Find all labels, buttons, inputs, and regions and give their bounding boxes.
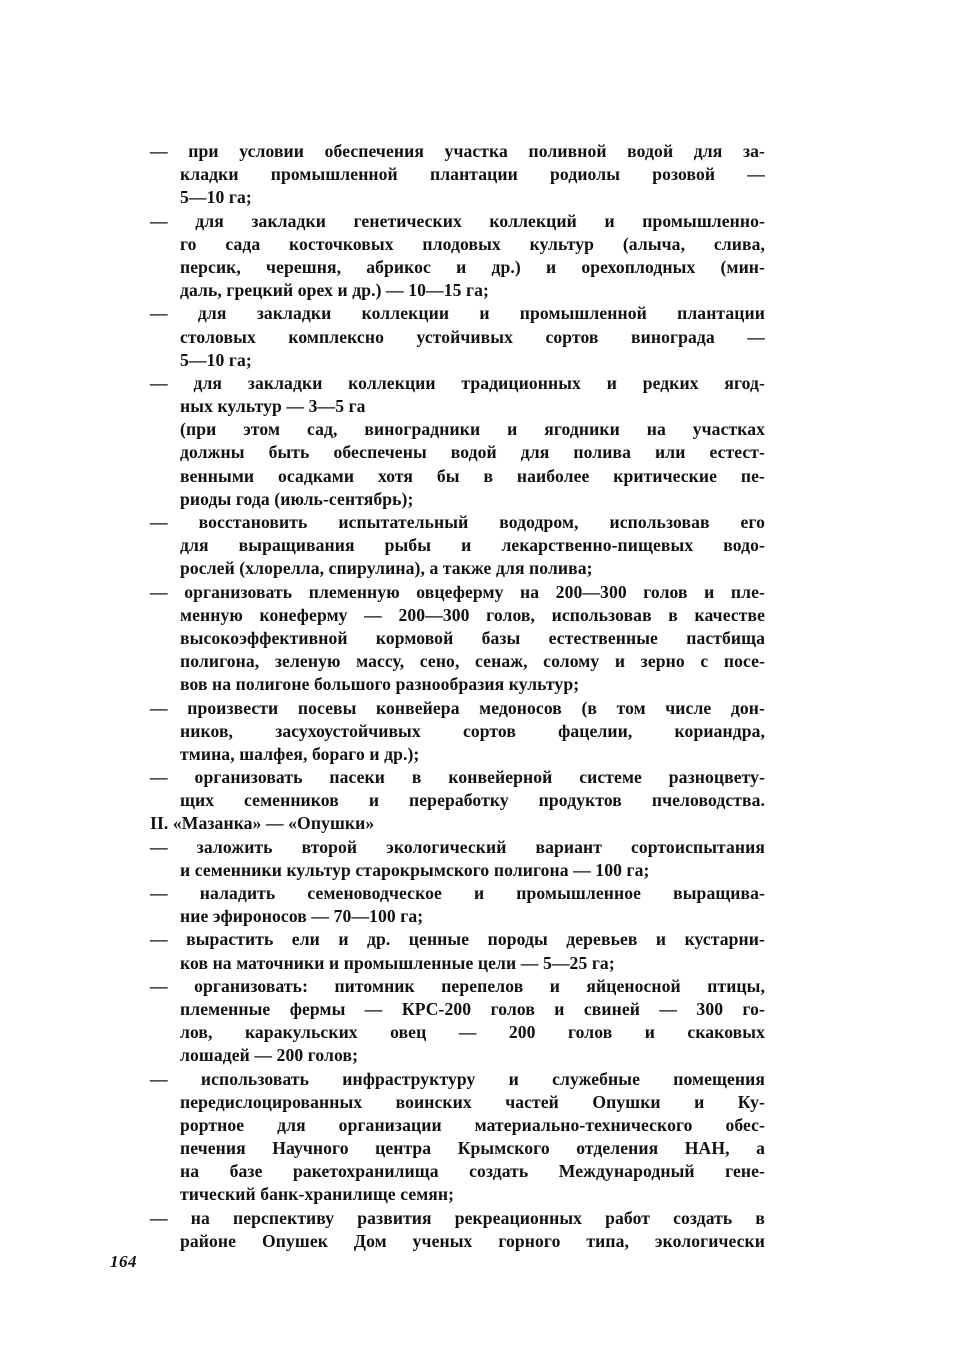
text-line: районе Опушек Дом ученых горного типа, экологически xyxy=(180,1230,765,1251)
text-line: должны быть обеспечены водой для полива или естест- xyxy=(180,442,765,463)
page-number: 164 xyxy=(110,1252,137,1271)
text-line: полигона, зеленую массу, сено, сенаж, солому и зерно с посе- xyxy=(180,651,765,672)
text-line: ных культур — 3—5 га xyxy=(180,396,366,417)
text-line: кладки промышленной плантации родиолы розовой — xyxy=(180,164,765,185)
text-line: — использовать инфраструктуру и служебные помещения xyxy=(150,1068,765,1089)
text-line: менную конеферму — 200—300 голов, использовав в качестве xyxy=(180,604,765,625)
text-line: тмина, шалфея, бораго и др.); xyxy=(180,743,420,764)
text-line: — организовать племенную овцеферму на 200—300 голов и пле- xyxy=(150,581,765,602)
text-line: рортное для организации материально-технического обес- xyxy=(180,1114,765,1135)
text-line: тический банк-хранилище семян; xyxy=(180,1184,455,1205)
section-heading: II. «Мазанка» — «Опушки» xyxy=(150,813,375,834)
text-line: — организовать пасеки в конвейерной системе разноцвету- xyxy=(150,767,765,788)
text-line: риоды года (июль-сентябрь); xyxy=(180,488,414,509)
text-line: передислоцированных воинских частей Опушки и Ку- xyxy=(180,1091,765,1112)
text-line: ние эфироносов — 70—100 га; xyxy=(180,906,424,927)
text-line: 5—10 га; xyxy=(180,349,252,370)
text-line: — вырастить ели и др. ценные породы деревьев и кустарни- xyxy=(150,929,765,950)
text-line: персик, черешня, абрикос и др.) и орехоплодных (мин- xyxy=(180,256,765,277)
text-line: ков на маточники и промышленные цели — 5—25 га; xyxy=(180,952,615,973)
text-line: (при этом сад, виноградники и ягодники на участках xyxy=(180,419,765,440)
text-line: столовых комплексно устойчивых сортов винограда — xyxy=(180,326,765,347)
text-line: ников, засухоустойчивых сортов фацелии, кориандра, xyxy=(180,720,765,741)
text-line: — на перспективу развития рекреационных работ создать в xyxy=(150,1207,765,1228)
text-line: и семенники культур старокрымского полигона — 100 га; xyxy=(180,859,650,880)
text-line: венными осадками хотя бы в наиболее критические пе- xyxy=(180,465,765,486)
text-line: рослей (хлорелла, спирулина), а также для полива; xyxy=(180,558,593,579)
text-line: племенные фермы — КРС-200 голов и свиней — 300 го- xyxy=(180,998,765,1019)
text-line: го сада косточковых плодовых культур (алыча, слива, xyxy=(180,233,765,254)
text-line: — организовать: питомник перепелов и яйценосной птицы, xyxy=(150,975,765,996)
text-line: — для закладки коллекции традиционных и редких ягод- xyxy=(150,372,765,393)
text-line: лов, каракульских овец — 200 голов и скаковых xyxy=(180,1022,765,1043)
text-line: — для закладки генетических коллекций и промышленно- xyxy=(150,210,765,231)
text-line: щих семенников и переработку продуктов пчеловодства. xyxy=(180,790,765,811)
text-line: лошадей — 200 голов; xyxy=(180,1045,359,1066)
text-line: для выращивания рыбы и лекарственно-пищевых водо- xyxy=(180,535,765,556)
text-line: — наладить семеноводческое и промышленное выращива- xyxy=(150,883,765,903)
text-line: высокоэффективной кормовой базы естественные пастбища xyxy=(180,627,765,648)
text-line: — произвести посевы конвейера медоносов (в том числе дон- xyxy=(150,697,765,718)
text-line: — восстановить испытательный вододром, использовав его xyxy=(150,512,765,532)
text-line: — для закладки коллекции и промышленной плантации xyxy=(150,303,765,324)
text-line: — при условии обеспечения участка поливной водой для за- xyxy=(150,141,765,161)
text-line: вов на полигоне большого разнообразия культур; xyxy=(180,674,580,695)
text-line: даль, грецкий орех и др.) — 10—15 га; xyxy=(180,280,489,301)
body-text xyxy=(150,140,765,1253)
text-line: печения Научного центра Крымского отделения НАН, а xyxy=(180,1138,765,1159)
text-line: 5—10 га; xyxy=(180,187,252,208)
text-line: — заложить второй экологический вариант сортоиспытания xyxy=(150,836,765,857)
text-line: на базе ракетохранилища создать Международный гене- xyxy=(180,1161,765,1182)
